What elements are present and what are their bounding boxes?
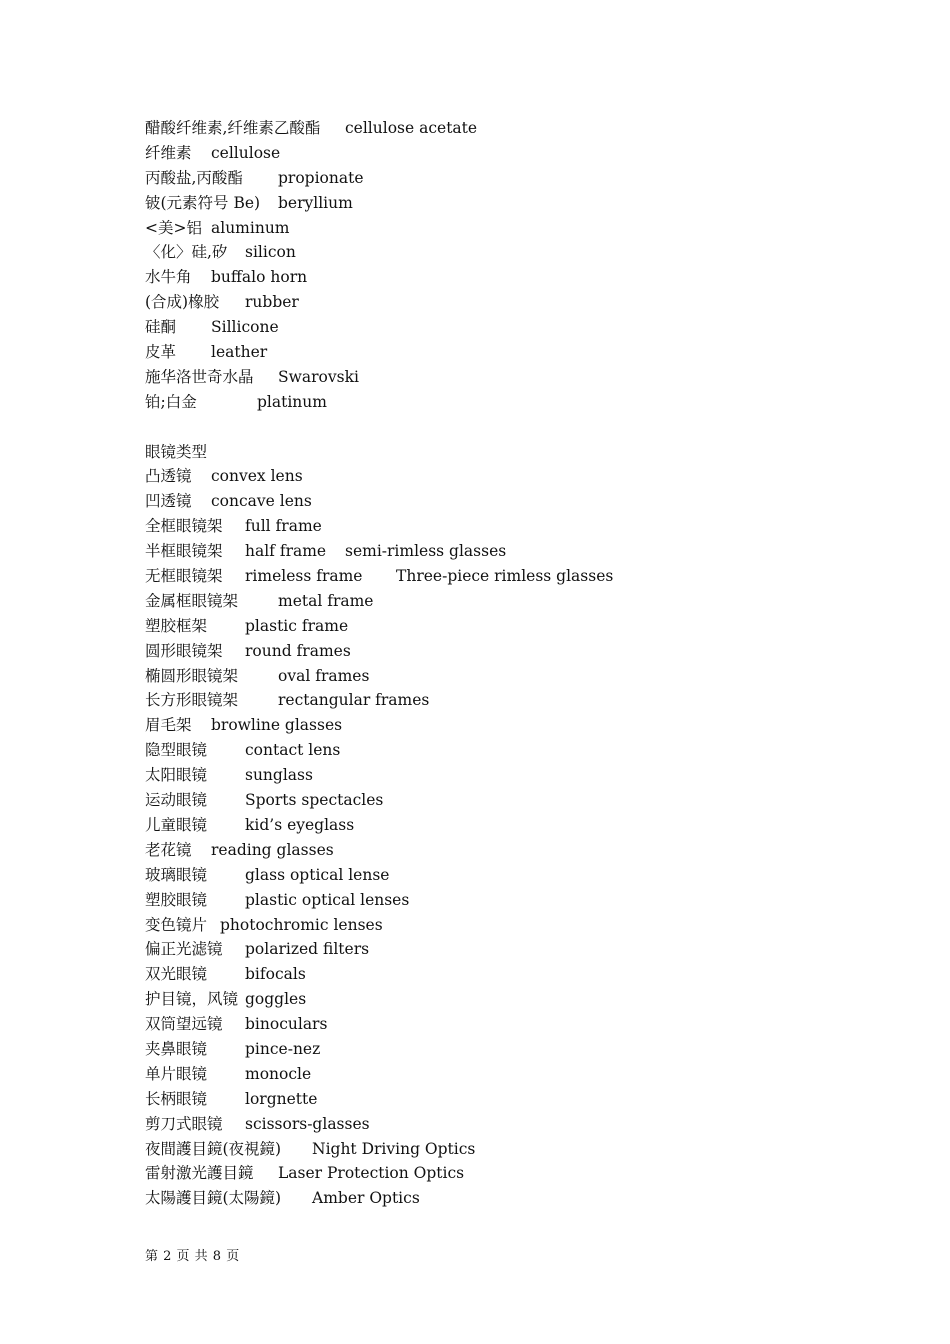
english-term: goggles — [245, 990, 307, 1009]
chinese-term: <美>铝 — [145, 218, 202, 237]
english-term: Laser Protection Optics — [278, 1164, 465, 1183]
english-term: metal frame — [278, 591, 374, 610]
term-row — [145, 216, 905, 241]
chinese-term: 玻璃眼镜 — [145, 865, 208, 884]
term-row — [145, 191, 905, 216]
english-term: aluminum — [211, 218, 290, 237]
english-term: rimeless frame — [245, 567, 363, 586]
english-term: bifocals — [245, 965, 306, 984]
english-term: rectangular frames — [278, 691, 430, 710]
english-term: lorgnette — [245, 1089, 318, 1108]
term-row — [145, 1112, 905, 1137]
term-row — [145, 166, 905, 191]
term-row — [145, 564, 905, 589]
term-row — [145, 1161, 905, 1186]
chinese-term: 偏正光滤镜 — [145, 940, 223, 959]
chinese-term: 〈化〉硅,矽 — [145, 243, 228, 262]
term-row — [145, 937, 905, 962]
term-row — [145, 464, 905, 489]
term-row — [145, 589, 905, 614]
english-term: oval frames — [278, 666, 370, 685]
chinese-term: 老花镜 — [145, 840, 192, 859]
chinese-term: 双筒望远镜 — [145, 1015, 223, 1034]
english-term: photochromic lenses — [220, 915, 383, 934]
materials-list — [145, 116, 905, 415]
chinese-term: 儿童眼镜 — [145, 815, 208, 834]
term-row — [145, 340, 905, 365]
english-term: convex lens — [211, 467, 303, 486]
english-term: sunglass — [245, 766, 313, 785]
term-row — [145, 539, 905, 564]
chinese-term: 夜間護目鏡(夜視鏡) — [145, 1139, 282, 1158]
chinese-term: 变色镜片 — [145, 915, 208, 934]
english-term: silicon — [245, 243, 296, 262]
term-row — [145, 1137, 905, 1162]
term-row — [145, 1062, 905, 1087]
english-alt-term: semi-rimless glasses — [345, 542, 507, 561]
term-row — [145, 116, 905, 141]
chinese-term: 双光眼镜 — [145, 965, 208, 984]
term-row — [145, 713, 905, 738]
term-row — [145, 738, 905, 763]
english-term: contact lens — [245, 741, 341, 760]
english-term: plastic frame — [245, 616, 349, 635]
english-alt-term: Three-piece rimless glasses — [396, 567, 614, 586]
english-term: Sports spectacles — [245, 791, 384, 810]
chinese-term: 醋酸纤维素,纤维素乙酸酯 — [145, 119, 321, 137]
chinese-term: 长方形眼镜架 — [145, 691, 239, 710]
term-row — [145, 987, 905, 1012]
term-row — [145, 688, 905, 713]
term-row — [145, 664, 905, 689]
english-term: rubber — [245, 293, 299, 312]
english-term: binoculars — [245, 1015, 328, 1034]
english-term: cellulose — [211, 143, 281, 162]
english-term: leather — [211, 343, 268, 362]
english-term: Night Driving Optics — [312, 1139, 476, 1158]
chinese-term: 水牛角 — [145, 268, 192, 287]
eyeglass-types-list — [145, 464, 905, 1211]
english-term: plastic optical lenses — [245, 890, 410, 909]
english-term: Sillicone — [211, 318, 279, 337]
term-row — [145, 788, 905, 813]
chinese-term: 椭圆形眼镜架 — [145, 666, 239, 685]
english-term: half frame — [245, 542, 327, 561]
english-term: Swarovski — [278, 367, 359, 386]
english-term: concave lens — [211, 492, 312, 511]
term-row — [145, 489, 905, 514]
english-term: glass optical lense — [245, 865, 390, 884]
glossary-content — [145, 116, 905, 1211]
chinese-term: 硅酮 — [145, 318, 177, 337]
chinese-term: 无框眼镜架 — [145, 567, 223, 586]
term-row — [145, 838, 905, 863]
english-term: scissors-glasses — [245, 1114, 370, 1133]
chinese-term: 铍(元素符号 Be) — [145, 193, 261, 212]
term-row — [145, 888, 905, 913]
english-term: kid’s eyeglass — [245, 815, 355, 834]
english-term: round frames — [245, 641, 351, 660]
term-row — [145, 962, 905, 987]
english-term: reading glasses — [211, 840, 334, 859]
chinese-term: 长柄眼镜 — [145, 1089, 208, 1108]
chinese-term: 圆形眼镜架 — [145, 641, 223, 660]
term-row — [145, 290, 905, 315]
chinese-term: 金属框眼镜架 — [145, 591, 239, 610]
term-row — [145, 913, 905, 938]
term-row — [145, 813, 905, 838]
english-term: full frame — [245, 517, 322, 536]
chinese-term: 全框眼镜架 — [145, 517, 223, 536]
chinese-term: 凸透镜 — [145, 467, 192, 486]
english-term: buffalo horn — [211, 268, 308, 287]
english-term: propionate — [278, 168, 364, 187]
term-row — [145, 141, 905, 166]
page-footer: 第 2 页 共 8 页 — [145, 1249, 240, 1264]
chinese-term: 半框眼镜架 — [145, 542, 223, 561]
chinese-term: 丙酸盐,丙酸酯 — [145, 168, 243, 187]
chinese-term: 施华洛世奇水晶 — [145, 367, 254, 386]
term-row — [145, 1037, 905, 1062]
term-row — [145, 863, 905, 888]
chinese-term: 太陽護目鏡(太陽鏡) — [145, 1189, 282, 1208]
chinese-term: 皮革 — [145, 343, 177, 362]
chinese-term: 运动眼镜 — [145, 791, 208, 810]
term-row — [145, 514, 905, 539]
english-term: browline glasses — [211, 716, 343, 735]
english-term: polarized filters — [245, 940, 370, 959]
chinese-term: 单片眼镜 — [145, 1064, 208, 1083]
chinese-term: 护目镜，风镜 — [145, 990, 239, 1009]
term-row — [145, 265, 905, 290]
chinese-term: 凹透镜 — [145, 492, 192, 511]
english-term: monocle — [245, 1064, 312, 1083]
english-term: beryllium — [278, 193, 353, 212]
english-term: pince-nez — [245, 1039, 321, 1058]
english-term: cellulose acetate — [345, 119, 478, 137]
chinese-term: 太阳眼镜 — [145, 766, 208, 785]
chinese-term: 隐型眼镜 — [145, 741, 208, 760]
term-row — [145, 240, 905, 265]
chinese-term: 塑胶眼镜 — [145, 890, 208, 909]
term-row — [145, 390, 905, 415]
term-row — [145, 1186, 905, 1211]
term-row — [145, 315, 905, 340]
section-heading: 眼镜类型 — [145, 442, 208, 461]
term-row — [145, 639, 905, 664]
chinese-term: 纤维素 — [145, 143, 192, 162]
chinese-term: 塑胶框架 — [145, 616, 208, 635]
term-row — [145, 1012, 905, 1037]
term-row — [145, 763, 905, 788]
chinese-term: 雷射激光護目鏡 — [145, 1164, 254, 1183]
term-row — [145, 614, 905, 639]
term-row — [145, 365, 905, 390]
chinese-term: (合成)橡胶 — [145, 293, 220, 312]
chinese-term: 夹鼻眼镜 — [145, 1039, 208, 1058]
chinese-term: 铂;白金 — [145, 392, 197, 411]
term-row — [145, 1087, 905, 1112]
blank-line — [145, 415, 905, 440]
english-term: platinum — [257, 392, 327, 411]
chinese-term: 剪刀式眼镜 — [145, 1114, 223, 1133]
english-term: Amber Optics — [312, 1189, 420, 1208]
chinese-term: 眉毛架 — [145, 716, 192, 735]
